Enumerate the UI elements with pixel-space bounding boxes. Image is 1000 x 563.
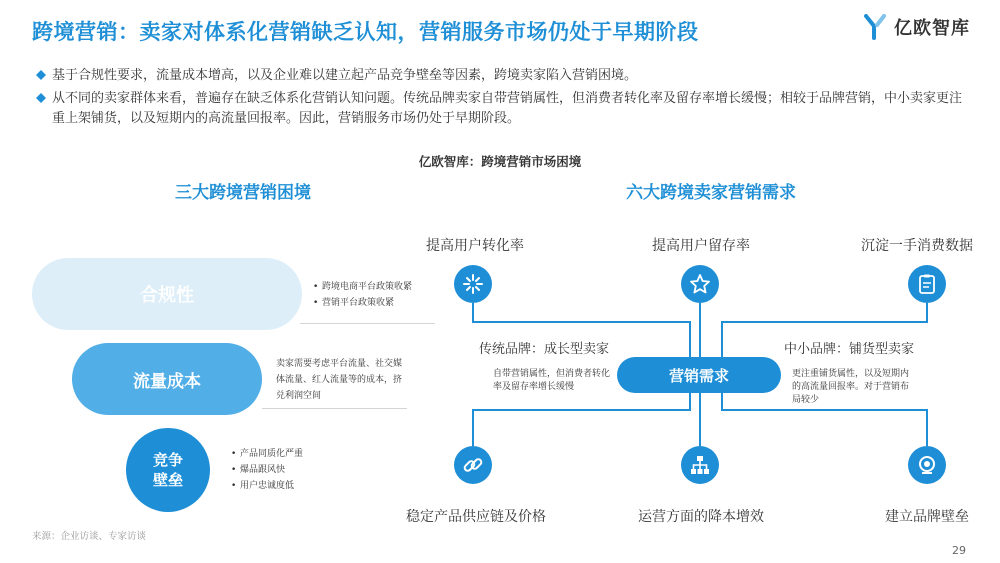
- org-chart-icon: [681, 446, 719, 484]
- circle-label-line: 竞争: [152, 451, 183, 469]
- need-label-brand-barrier: 建立品牌壁垒: [885, 509, 969, 525]
- target-icon: [908, 446, 946, 484]
- sme-brand-note: 更注重铺货属性，以及短期内的高流量回报率。对于营销布局较少: [792, 369, 910, 405]
- traffic-cost-pill: 流量成本: [72, 343, 262, 415]
- traditional-brand-note: 自带营销属性，但消费者转化率及留存率增长缓慢: [493, 369, 611, 392]
- right-heading: 六大跨境卖家营销需求: [626, 183, 796, 203]
- detail-item: • 营销平台政策收紧: [322, 295, 412, 311]
- sme-brand-label: 中小品牌：铺货型卖家: [784, 342, 915, 357]
- detail-item: • 爆品跟风快: [240, 462, 303, 478]
- need-label-cost-efficiency: 运营方面的降本增效: [638, 509, 764, 525]
- need-label-retention: 提高用户留存率: [652, 238, 750, 254]
- traffic-cost-details: 卖家需要考虑平台流量、社交媒体流量、红人流量等的成本，挤兑利润空间: [276, 359, 403, 401]
- detail-item: • 用户忠诚度低: [240, 478, 303, 494]
- star-icon: [681, 265, 719, 303]
- logo-text: 亿欧智库: [894, 18, 970, 39]
- marketing-needs-center: 营销需求: [617, 357, 781, 393]
- compliance-pill: 合规性: [32, 258, 302, 330]
- bullet-text: 基于合规性要求，流量成本增高，以及企业难以建立起产品竞争壁垒等因素，跨境卖家陷入营销困境。: [52, 68, 638, 83]
- need-label-conversion: 提高用户转化率: [426, 238, 524, 254]
- bullet-text: 从不同的卖家群体来看，普遍存在缺乏体系化营销认知问题。传统品牌卖家自带营销属性，但消费者转化率及留存率增长缓慢；相较于品牌营销，中小卖家更注重上架铺货，以及短期内的高流量回报率。因此，营销服务市场仍处于早期阶段。: [52, 91, 963, 126]
- page-number: 29: [952, 544, 966, 557]
- conversion-icon: [454, 265, 492, 303]
- left-heading: 三大跨境营销困境: [175, 183, 311, 203]
- source-note: 来源：企业访谈、专家访谈: [32, 531, 147, 542]
- figure-title: 亿欧智库：跨境营销市场困境: [418, 154, 582, 169]
- detail-item: • 产品同质化严重: [240, 446, 303, 462]
- traditional-brand-label: 传统品牌：成长型卖家: [479, 342, 610, 357]
- chain-link-icon: [454, 446, 492, 484]
- circle-label-line: 壁垒: [152, 471, 183, 489]
- need-label-data: 沉淀一手消费数据: [861, 238, 973, 254]
- clipboard-icon: [908, 265, 946, 303]
- need-label-supply-chain: 稳定产品供应链及价格: [406, 509, 546, 525]
- detail-item: • 跨境电商平台政策收紧: [322, 279, 412, 295]
- page-title: 跨境营销：卖家对体系化营销缺乏认知，营销服务市场仍处于早期阶段: [32, 20, 699, 44]
